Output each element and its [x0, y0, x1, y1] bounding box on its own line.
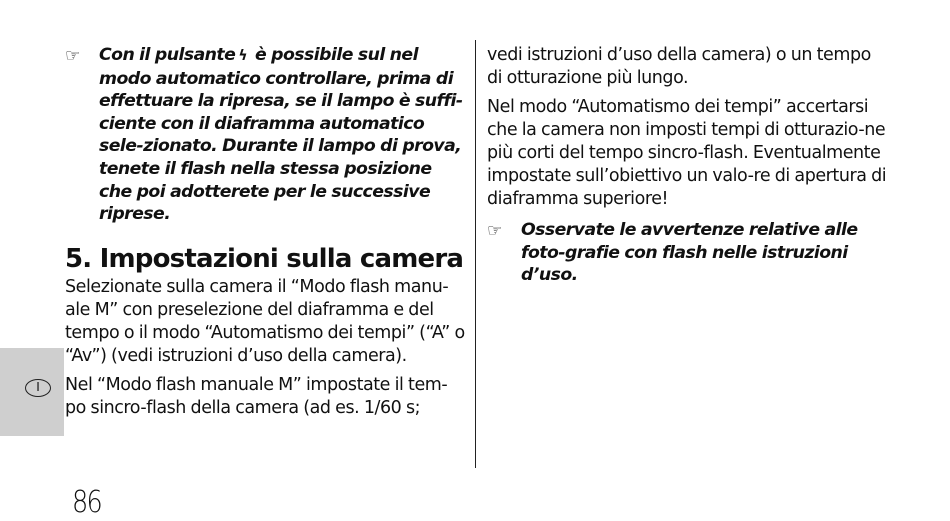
pointing-hand-icon: ☞	[65, 46, 81, 66]
paragraph-auto-mode: Nel modo “Automatismo dei tempi” accertarsi che la camera non imposti tempi di otturazio-ne più corti del tempo sincro-flash. Eventualmente impostate sull’obiettivo un valo-re di apertura di diaframma superiore!	[487, 97, 887, 209]
test-flash-note-text	[99, 44, 465, 226]
test-flash-note	[65, 44, 465, 226]
note-text-after: è possibile sul nel modo automatico controllare, prima di effettuare la ripresa, se il lampo è suffi-ciente con il diaframma automatico sele-zionato. Durante il lampo di prova, tenete il flash nella stessa posizione che poi adotterete per le successive riprese.	[99, 45, 463, 225]
warning-note	[487, 219, 887, 287]
page-number: 86	[72, 485, 102, 520]
column-divider	[475, 40, 476, 468]
warning-note-text: Osservate le avvertenze relative alle foto-grafie con flash nelle istruzioni d’uso.	[521, 220, 858, 286]
language-badge: I	[25, 379, 51, 397]
right-column	[487, 44, 887, 287]
pointing-hand-icon: ☞	[487, 221, 503, 241]
paragraph-manual-mode: Nel “Modo flash manuale M” impostate il tem-po sincro-flash della camera (ad es. 1/60 s;	[65, 374, 448, 418]
paragraph-camera-mode: Selezionate sulla camera il “Modo flash manu-ale M” con preselezione del diaframma e del tempo o il modo “Automatismo dei tempi” (“A” o “Av”) (vedi istruzioni d’uso della camera).	[65, 276, 465, 366]
section-heading: 5. Impostazioni sulla camera	[65, 243, 464, 274]
paragraph-shutter-time: vedi istruzioni d’uso della camera) o un tempo di otturazione più lungo.	[487, 45, 871, 88]
flash-bolt-icon: ϟ	[238, 48, 248, 64]
note-text-before: Con il pulsante	[99, 45, 236, 65]
left-column	[65, 44, 465, 426]
